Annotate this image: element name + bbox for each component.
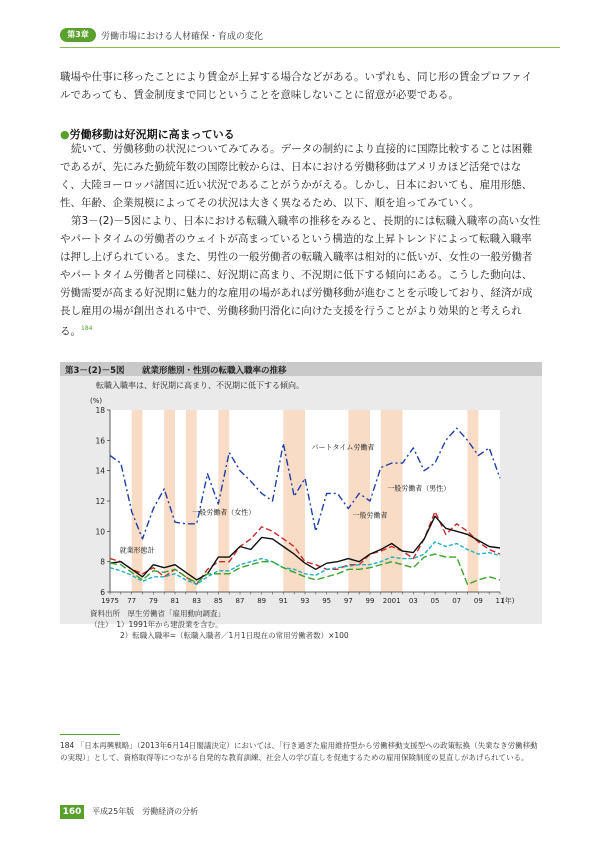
- x-tick-label: 95: [322, 597, 332, 605]
- footnote-rule: [60, 734, 120, 735]
- y-tick-label: 12: [95, 497, 105, 506]
- series-label: パートタイム労働者: [311, 443, 375, 452]
- series-label: 一般労働者（女性）: [192, 508, 256, 517]
- figure-box: [60, 362, 542, 624]
- x-tick-label: 77: [127, 597, 137, 605]
- x-tick-label: 11: [495, 597, 505, 605]
- x-tick-label: 91: [278, 597, 288, 605]
- publication-title: 平成25年版 労働経済の分析: [92, 807, 199, 816]
- series-label: 就業形態計: [119, 546, 155, 555]
- x-tick-label: 97: [343, 597, 353, 605]
- recession-band: [381, 410, 403, 592]
- figure-subtitle: 転職入職率は、好況期に高まり、不況期に低下する傾向。: [96, 381, 304, 390]
- section-heading-text: 労働移動は好況期に高まっている: [69, 128, 235, 141]
- y-tick-label: 8: [100, 557, 105, 567]
- chapter-title: 労働市場における人材確保・育成の変化: [101, 32, 264, 42]
- footnote-ref[interactable]: 184: [81, 325, 93, 332]
- recession-band: [218, 410, 229, 592]
- x-tick-label: 79: [148, 597, 158, 605]
- figure-title: 就業形態別・性別の転職入職率の推移: [142, 366, 287, 376]
- y-tick-label: 16: [95, 436, 105, 446]
- figure-note: 資料出所 厚生労働省「雇用動向調査」: [90, 609, 225, 618]
- x-tick-label: 09: [473, 597, 483, 605]
- page-header: [0, 0, 595, 50]
- x-tick-label: 99: [365, 597, 375, 605]
- figure-number: 第3－(2)－5図: [65, 366, 125, 376]
- x-unit-label: (年): [502, 597, 515, 605]
- series-label: 一般労働者（男性）: [387, 484, 451, 493]
- y-tick-label: 6: [100, 588, 105, 597]
- x-tick-label: 83: [192, 597, 202, 605]
- footnote-number: 184: [60, 741, 75, 750]
- x-tick-label: 1975: [101, 597, 119, 605]
- body-paragraph-3: [60, 212, 542, 341]
- chapter-badge: 第3章: [60, 28, 96, 42]
- recession-band: [468, 410, 479, 592]
- footnote-text: 「日本再興戦略」（2013年6月14日閣議決定）においては、「行き過ぎた雇用維持型から労働移動支援型への政策転換（失業なき労働移動の実現）」として、資格取得等につながる自発的な教育訓練、社会人の学び直しを促進するための雇用保険制度の見直しがあげられている。: [60, 741, 538, 762]
- recession-band: [132, 410, 143, 592]
- footnote: [60, 740, 542, 764]
- y-tick-label: 18: [95, 406, 105, 415]
- x-tick-label: 89: [257, 597, 267, 605]
- recession-band: [283, 410, 305, 592]
- x-tick-label: 81: [170, 597, 180, 605]
- x-tick-label: 87: [235, 597, 245, 605]
- x-tick-label: 93: [300, 597, 310, 605]
- body-paragraph-1: 職場や仕事に移ったことにより賃金が上昇する場合などがある。いずれも、同じ形の賃金プロファイルであっても、賃金制度まで同じということを意味しないことに留意が必要である。: [60, 71, 533, 101]
- page-number: 160: [60, 805, 84, 819]
- body-paragraph-3-text: 第3－(2)－5図により、日本における転職入職率の推移をみると、長期的には転職入職率の高い女性やパートタイムの労働者のウェイトが高まっているという構造的な上昇トレンドによって転職入職率は押し上げられている。また、男性の一般労働者の転職入職率は相対的に低いが、女性の一般労働者やパートタイム労働者と同様に、好況期に高まり、不況期に低下する傾向にある。こうした動向は、労働需要が高まる好況期に魅力的な雇用の場があれば労働移動が進むことを示唆しており、経済が成長し雇用の場が創出される中で、労働移動円滑化に向けた支援を行うことがより効果的と考えられる。: [60, 215, 541, 338]
- y-tick-label: 10: [95, 527, 105, 537]
- x-tick-label: 03: [408, 597, 418, 605]
- series-label: 一般労働者: [352, 511, 388, 520]
- body-paragraph-2: 続いて、労働移動の状況についてみてみる。データの制約により直接的に国際比較することは困難であるが、先にみた勤続年数の国際比較からは、日本における労働移動はアメリカほど活発ではなく、大陸ヨーロッパ諸国に近い状況であることがうかがえる。しかし、日本においても、雇用形態、性、年齢、企業規模によってその状況は大きく異なるため、以下、順を追ってみていく。: [60, 143, 533, 209]
- figure-note: 2）転職入職率=（転職入職者／1月1日現在の常用労働者数）×100: [90, 631, 349, 640]
- y-tick-label: 14: [95, 466, 105, 476]
- recession-band: [186, 410, 197, 592]
- bullet-icon: ●: [60, 128, 70, 141]
- x-tick-label: 07: [452, 597, 462, 605]
- figure-note: （注） 1）1991年から建設業を含む。: [90, 620, 223, 629]
- x-tick-label: 85: [213, 597, 223, 605]
- x-tick-label: 05: [430, 597, 440, 605]
- y-unit-label: (%): [90, 397, 103, 405]
- header-rule: [60, 47, 560, 48]
- line-chart: [60, 362, 542, 624]
- x-tick-label: 2001: [382, 597, 401, 605]
